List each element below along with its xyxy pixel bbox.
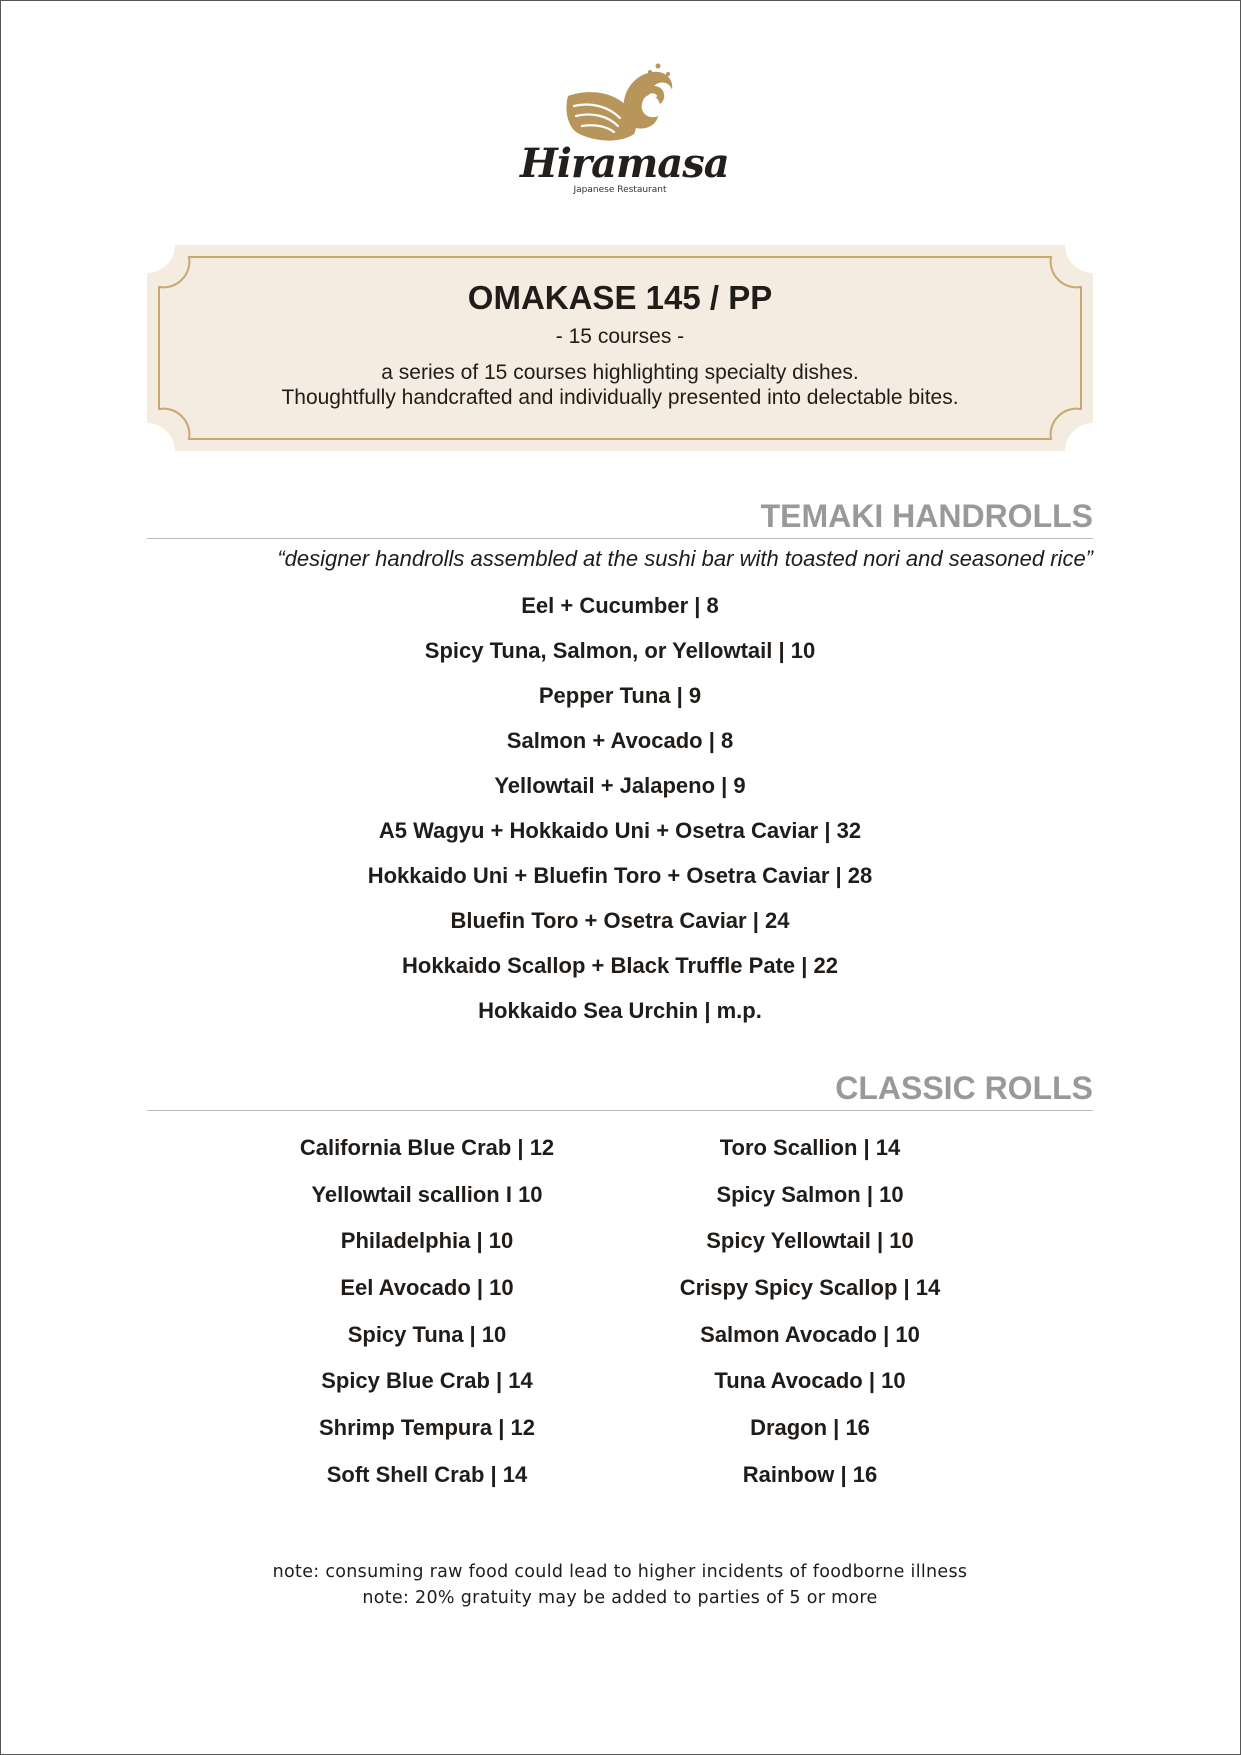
menu-item: Spicy Tuna | 10 <box>347 1321 507 1347</box>
menu-item: Spicy Salmon | 10 <box>716 1181 904 1207</box>
menu-item: Dragon | 16 <box>750 1415 870 1441</box>
menu-item: Bluefin Toro + Osetra Caviar | 24 <box>450 908 790 933</box>
classic-divider <box>147 1110 1093 1111</box>
footer-notes <box>147 1559 1093 1611</box>
temaki-quote: “designer handrolls assembled at the sushi bar with toasted nori and seasoned rice” <box>277 546 1093 571</box>
omakase-title: OMAKASE 145 / PP <box>467 279 773 316</box>
menu-item: A5 Wagyu + Hokkaido Uni + Osetra Caviar | 32 <box>378 818 862 843</box>
menu-item: Spicy Blue Crab | 14 <box>321 1368 533 1394</box>
menu-item: Crispy Spicy Scallop | 14 <box>679 1275 941 1301</box>
logo-name: Hiramasa <box>520 140 729 187</box>
omakase-description-line1: a series of 15 courses highlighting specialty dishes. <box>381 361 859 384</box>
classic-right-column <box>610 1132 1010 1506</box>
menu-item: Pepper Tuna | 9 <box>538 683 702 708</box>
menu-item: Yellowtail + Jalapeno | 9 <box>494 773 746 798</box>
menu-item: Toro Scallion | 14 <box>719 1135 901 1160</box>
menu-item: Eel Avocado | 10 <box>340 1275 514 1301</box>
menu-item: Eel + Cucumber | 8 <box>521 593 719 618</box>
logo-subtitle: Japanese Restaurant <box>573 185 667 195</box>
menu-item: Yellowtail scallion I 10 <box>311 1181 543 1207</box>
temaki-list <box>147 590 1093 1040</box>
menu-item: Tuna Avocado | 10 <box>714 1368 906 1394</box>
omakase-description-line2: Thoughtfully handcrafted and individually presented into delectable bites. <box>281 386 959 409</box>
classic-left-column <box>227 1132 627 1506</box>
menu-item: Hokkaido Uni + Bluefin Toro + Osetra Caviar | 28 <box>367 863 873 888</box>
menu-item: Hokkaido Sea Urchin | m.p. <box>478 998 762 1023</box>
menu-item: California Blue Crab | 12 <box>299 1135 555 1160</box>
restaurant-logo <box>520 62 729 212</box>
note-raw-food: note: consuming raw food could lead to higher incidents of foodborne illness <box>272 1562 968 1582</box>
menu-item: Spicy Yellowtail | 10 <box>706 1228 914 1254</box>
menu-item: Shrimp Tempura | 12 <box>318 1415 536 1441</box>
omakase-panel <box>147 245 1093 451</box>
note-gratuity: note: 20% gratuity may be added to parties of 5 or more <box>362 1588 878 1608</box>
menu-item: Salmon Avocado | 10 <box>700 1321 920 1347</box>
classic-section-title: CLASSIC ROLLS <box>835 1070 1093 1106</box>
temaki-divider <box>147 538 1093 539</box>
menu-item: Rainbow | 16 <box>742 1461 878 1487</box>
menu-item: Hokkaido Scallop + Black Truffle Pate | 22 <box>402 953 838 978</box>
temaki-section-title: TEMAKI HANDROLLS <box>760 498 1093 534</box>
menu-item: Soft Shell Crab | 14 <box>326 1461 528 1487</box>
menu-item: Philadelphia | 10 <box>340 1228 514 1254</box>
omakase-courses: - 15 courses - <box>555 325 685 348</box>
menu-item: Salmon + Avocado | 8 <box>506 728 734 753</box>
wave-icon <box>560 62 680 152</box>
menu-item: Spicy Tuna, Salmon, or Yellowtail | 10 <box>424 638 816 663</box>
